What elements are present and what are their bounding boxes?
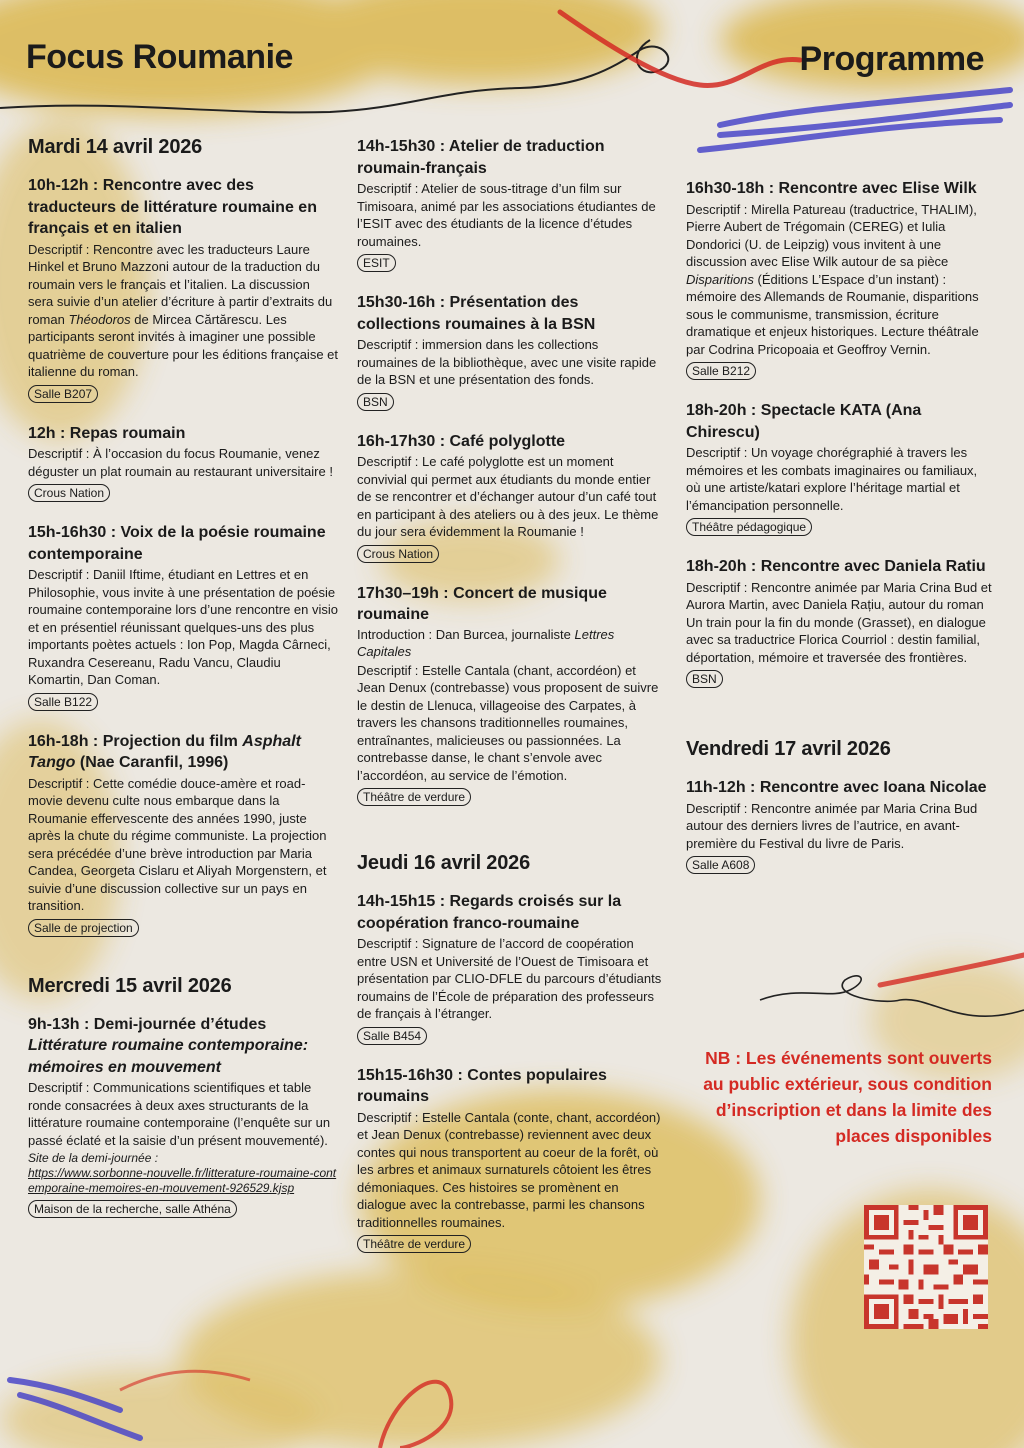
event-card	[357, 583, 662, 807]
day-heading-vendredi: Vendredi 17 avril 2026	[686, 738, 891, 760]
event-card	[357, 431, 662, 563]
event-description: Descriptif : À l’occasion du focus Roumanie, venez déguster un plat roumain au restaurant universitaire !	[28, 446, 333, 479]
event-subtitle: Littérature roumaine contemporaine: mémoires en mouvement	[28, 1037, 309, 1076]
event-description: Descriptif : Mirella Patureau (traductrice, THALIM), Pierre Aubert de Trégomain (CEREG) et Iulia Dondorici (U. de Leipzig) vous invitent à une discussion avec Elise Wilk autour de sa pièce Disparitions (Éditions L’Espace d’un instant) : mémoire des Allemands de Roumanie, disparitions sous le communisme, transmission, écriture dramatique et enjeux historiques. Lecture théâtrale par Codrina Pricopoaia et Geoffroy Vernin.	[686, 201, 979, 357]
event-card	[28, 522, 338, 711]
event-description: Descriptif : Estelle Cantala (conte, chant, accordéon) et Jean Denux (contrebasse) reviennent avec deux contes qui nous transportent au coeur de la forêt, où les arbres et animaux surnaturels côtoient les êtres démoniaques. Ces histoires se promènent en dialogue avec la contrebasse, parmi les chansons traditionnelles roumaines.	[357, 1109, 661, 1230]
site-link[interactable]: https://www.sorbonne-nouvelle.fr/litterature-roumaine-contemporaine-memoires-en-mouvement-926529.kjsp	[28, 1166, 337, 1195]
page-title: Focus Roumanie	[26, 38, 293, 76]
location-badge: ESIT	[357, 254, 396, 272]
event-card	[357, 891, 662, 1045]
column-2	[357, 136, 662, 1273]
event-card	[686, 556, 992, 688]
event-description: Descriptif : Communications scientifiques et table ronde consacrées à deux axes structurants de la littérature roumaine contemporaine (l’enquête sur un passé éclaté et la saisie d’un présent mouvementé).	[28, 1080, 331, 1148]
event-title: 16h30-18h : Rencontre avec Elise Wilk	[686, 180, 977, 197]
column-3	[686, 178, 992, 894]
day-heading-mardi: Mardi 14 avril 2026	[28, 136, 203, 158]
event-title: 18h-20h : Spectacle KATA (Ana Chirescu)	[686, 402, 922, 441]
event-card	[686, 400, 992, 536]
event-description: Descriptif : Estelle Cantala (chant, accordéon) et Jean Denux (contrebasse) vous proposent de suivre le destin de Llenuca, villageoise des Carpates, à travers les chansons traditionnelles roumaines, entraînantes, malicieuses ou passionnées. La contrebasse danse, le chant s’envole avec l’accordéon, au service de l’émotion.	[357, 662, 659, 783]
event-card	[28, 731, 338, 937]
event-card	[686, 178, 992, 380]
event-title: 14h-15h15 : Regards croisés sur la coopération franco-roumaine	[357, 893, 622, 932]
event-intro: Introduction : Dan Burcea, journaliste Lettres Capitales	[357, 626, 615, 659]
event-card	[357, 292, 662, 411]
event-description: Descriptif : Daniil Iftime, étudiant en Lettres et en Philosophie, vous invite à une présentation de poésie roumaine contemporaine lors d’une rencontre en visio et en présentiel réunissant quelques-uns des plus importants poètes actuels : Ion Pop, Magda Cârneci, Ruxandra Cesereanu, Radu Vancu, Claudiu Komartin, Dan Coman.	[28, 567, 339, 687]
event-card	[357, 1065, 662, 1254]
event-description: Descriptif : Rencontre animée par Maria Crina Bud et Aurora Martin, avec Daniela Rațiu, autour du roman Un train pour la fin du monde (Grasset), en dialogue avec sa traductrice Florica Courriol : destin familial, déportation, mémoire et traversée des frontières.	[686, 579, 992, 665]
event-card	[28, 1014, 338, 1219]
column-1	[28, 136, 338, 1238]
location-badge: Théâtre pédagogique	[686, 518, 812, 536]
registration-notice: NB : Les événements sont ouverts au public extérieur, sous condition d’inscription et dans la limite des places disponibles	[703, 1048, 992, 1146]
location-badge: Salle de projection	[28, 919, 139, 937]
location-badge: Théâtre de verdure	[357, 1235, 471, 1253]
event-description: Descriptif : Rencontre animée par Maria Crina Bud autour des derniers livres de l’autrice, en avant-première du Festival du livre de Paris.	[686, 800, 978, 851]
event-description: Descriptif : Signature de l’accord de coopération entre USN et Université de l’Ouest de Timisoara et présentation par CLIO-DFLE du parcours d’étudiants roumains de l’École de préparation des professeurs de français à l’étranger.	[357, 936, 662, 1021]
event-title: 14h-15h30 : Atelier de traduction roumain-français	[357, 138, 605, 177]
event-card	[686, 777, 992, 874]
event-title: 12h : Repas roumain	[28, 424, 186, 442]
event-title: 15h30-16h : Présentation des collections roumaines à la BSN	[357, 294, 596, 333]
event-title: 18h-20h : Rencontre avec Daniela Ratiu	[686, 558, 986, 575]
event-card	[28, 423, 338, 503]
event-card	[28, 175, 338, 403]
event-description: Descriptif : Cette comédie douce-amère et road-movie devenu culte nous embarque dans la Roumanie effervescente des années 1990, juste après la chute du régime communiste. La projection sera précédée d’une brève introduction par Maria Candea, Georgeta Cislaru et Aliyah Morgenstern, et suivie d’une discussion collective sur un pays en transition.	[28, 775, 327, 913]
event-title: 10h-12h : Rencontre avec des traducteurs de littérature roumaine en français et en italien	[28, 177, 317, 237]
location-badge: Théâtre de verdure	[357, 788, 471, 806]
qr-code-icon[interactable]	[864, 1205, 988, 1329]
event-title: 9h-13h : Demi-journée d’études	[28, 1015, 267, 1033]
page-subtitle: Programme	[799, 40, 984, 78]
event-title: 16h-17h30 : Café polyglotte	[357, 432, 566, 450]
event-description: Descriptif : Atelier de sous-titrage d’un film sur Timisoara, animé par les associations étudiantes de l’ESIT avec des étudiants de la licence d’études roumaines.	[357, 181, 656, 249]
location-badge: Maison de la recherche, salle Athéna	[28, 1200, 237, 1218]
event-title: 16h-18h : Projection du film Asphalt Tango (Nae Caranfil, 1996)	[28, 732, 301, 771]
location-badge: Salle B207	[28, 385, 98, 403]
event-card	[357, 136, 662, 272]
location-badge: BSN	[357, 393, 394, 411]
event-description: Descriptif : Le café polyglotte est un moment convivial qui permet aux étudiants du monde entier de se rencontrer et d’échanger autour d’un café tout en participant à des ateliers ou à des jeux. Le thème du jour sera évidemment la Roumanie !	[357, 454, 659, 539]
event-title: 11h-12h : Rencontre avec Ioana Nicolae	[686, 779, 987, 796]
event-description: Descriptif : immersion dans les collections roumaines de la bibliothèque, avec une visite rapide de la BSN et une présentation des fonds.	[357, 337, 657, 387]
location-badge: BSN	[686, 670, 723, 688]
location-badge: Salle B454	[357, 1027, 427, 1045]
event-title: 17h30–19h : Concert de musique roumaine	[357, 584, 607, 623]
location-badge: Crous Nation	[28, 484, 110, 502]
location-badge: Salle B212	[686, 362, 756, 380]
day-heading-jeudi: Jeudi 16 avril 2026	[357, 852, 530, 874]
site-label: Site de la demi-journée :	[28, 1151, 159, 1165]
event-description: Descriptif : Rencontre avec les traducteurs Laure Hinkel et Bruno Mazzoni autour de la traduction du roumain vers le français et l’italien. La discussion sera suivie d’un atelier d’écriture à partir d’extraits du roman Théodoros de Mircea Cărtărescu. Les participants seront invités à imaginer une possible quatrième de couverture pour les éditions française et italienne du roman.	[28, 241, 339, 379]
day-heading-mercredi: Mercredi 15 avril 2026	[28, 974, 232, 997]
location-badge: Salle A608	[686, 856, 755, 874]
event-title: 15h15-16h30 : Contes populaires roumains	[357, 1066, 607, 1105]
location-badge: Salle B122	[28, 693, 98, 711]
event-description: Descriptif : Un voyage chorégraphié à travers les mémoires et les combats imaginaires ou familiaux, où une artiste/katari explore l’héritage martial et l’émancipation personnelle.	[686, 445, 978, 513]
location-badge: Crous Nation	[357, 545, 439, 563]
event-title: 15h-16h30 : Voix de la poésie roumaine contemporaine	[28, 524, 326, 563]
